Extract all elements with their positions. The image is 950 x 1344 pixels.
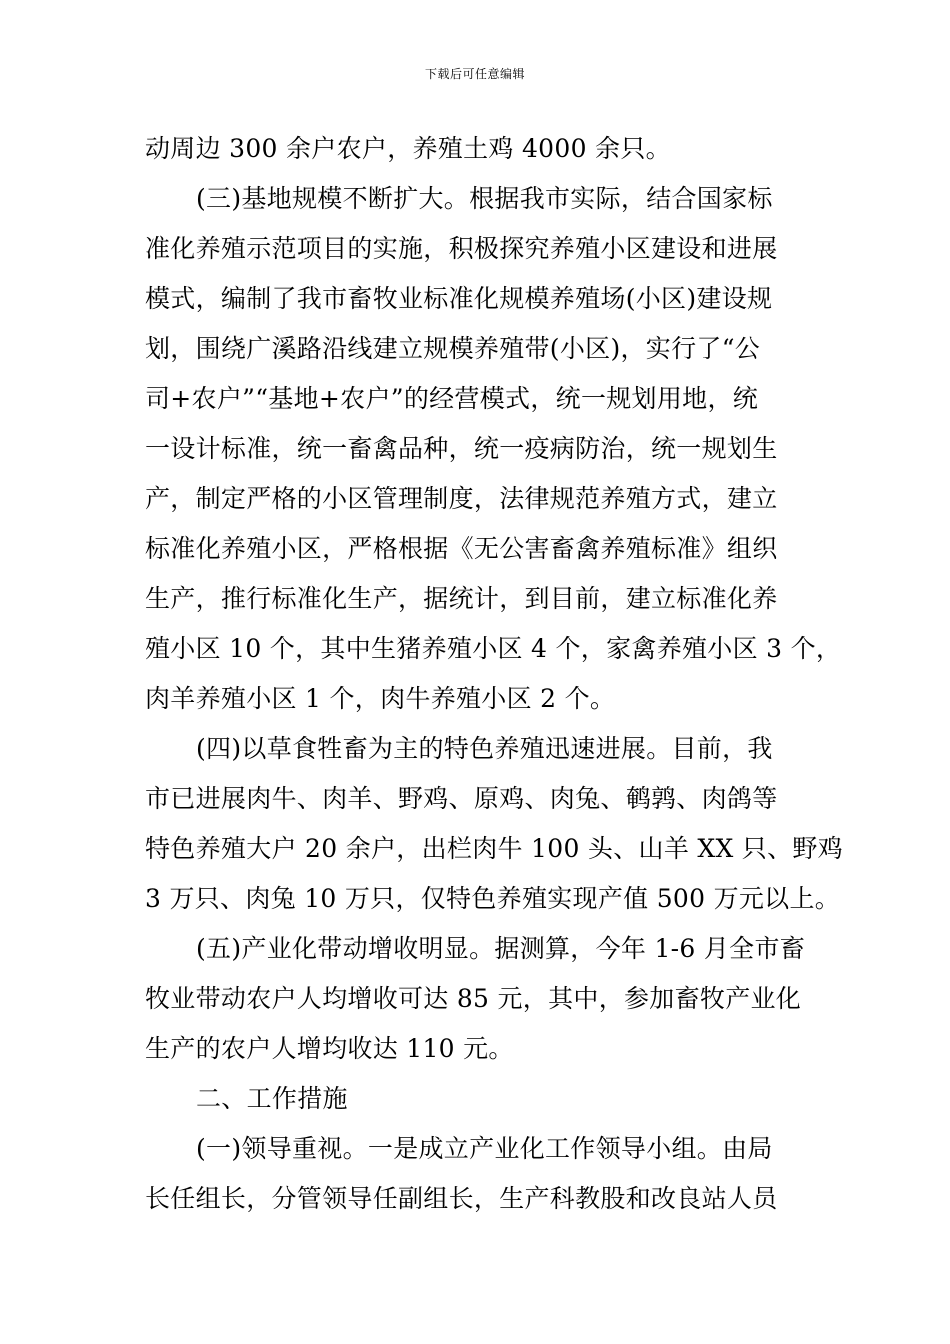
paragraph-4-heading-line: (四)以草食牲畜为主的特色养殖迅速进展。目前，我	[196, 734, 773, 763]
text-line: 牧业带动农户人均增收可达 85 元，其中，参加畜牧产业化	[145, 984, 802, 1013]
text-line: 准化养殖示范项目的实施，积极探究养殖小区建设和进展	[145, 234, 778, 263]
text-line: 动周边 300 余户农户，养殖土鸡 4000 余只。	[145, 134, 671, 163]
text-line: 市已进展肉牛、肉羊、野鸡、原鸡、肉兔、鹌鹑、肉鸽等	[145, 784, 778, 813]
text-line: 肉羊养殖小区 1 个，肉牛养殖小区 2 个。	[145, 684, 616, 713]
paragraph-3-heading-line: (三)基地规模不断扩大。根据我市实际，结合国家标	[196, 184, 773, 213]
text-line: 特色养殖大户 20 余户，出栏肉牛 100 头、山羊 XX 只、野鸡	[145, 834, 844, 863]
text-line: 划，围绕广溪路沿线建立规模养殖带(小区)，实行了“公	[145, 334, 761, 363]
text-line: 一设计标准，统一畜禽品种，统一疫病防治，统一规划生	[145, 434, 778, 463]
section-heading: 二、工作措施	[196, 1084, 348, 1113]
paragraph-5-heading-line: (五)产业化带动增收明显。据测算，今年 1-6 月全市畜	[196, 934, 806, 963]
text-line: 生产的农户人增均收达 110 元。	[145, 1034, 514, 1063]
page-header: 下载后可任意编辑	[424, 67, 525, 81]
text-line: 3 万只、肉兔 10 万只，仅特色养殖实现产值 500 万元以上。	[145, 884, 841, 913]
text-line: 生产，推行标准化生产，据统计，到目前，建立标准化养	[145, 584, 778, 613]
text-line: 产，制定严格的小区管理制度，法律规范养殖方式，建立	[145, 484, 778, 513]
text-line: 长任组长，分管领导任副组长，生产科教股和改良站人员	[145, 1184, 778, 1213]
subsection-1-heading-line: (一)领导重视。一是成立产业化工作领导小组。由局	[196, 1134, 773, 1163]
text-line: 殖小区 10 个，其中生猪养殖小区 4 个，家禽养殖小区 3 个，	[145, 634, 842, 663]
text-line: 标准化养殖小区，严格根据《无公害畜禽养殖标准》组织	[145, 534, 778, 563]
text-line: 模式，编制了我市畜牧业标准化规模养殖场(小区)建设规	[145, 284, 773, 313]
text-line: 司+农户”“基地+农户”的经营模式，统一规划用地，统	[145, 384, 759, 413]
